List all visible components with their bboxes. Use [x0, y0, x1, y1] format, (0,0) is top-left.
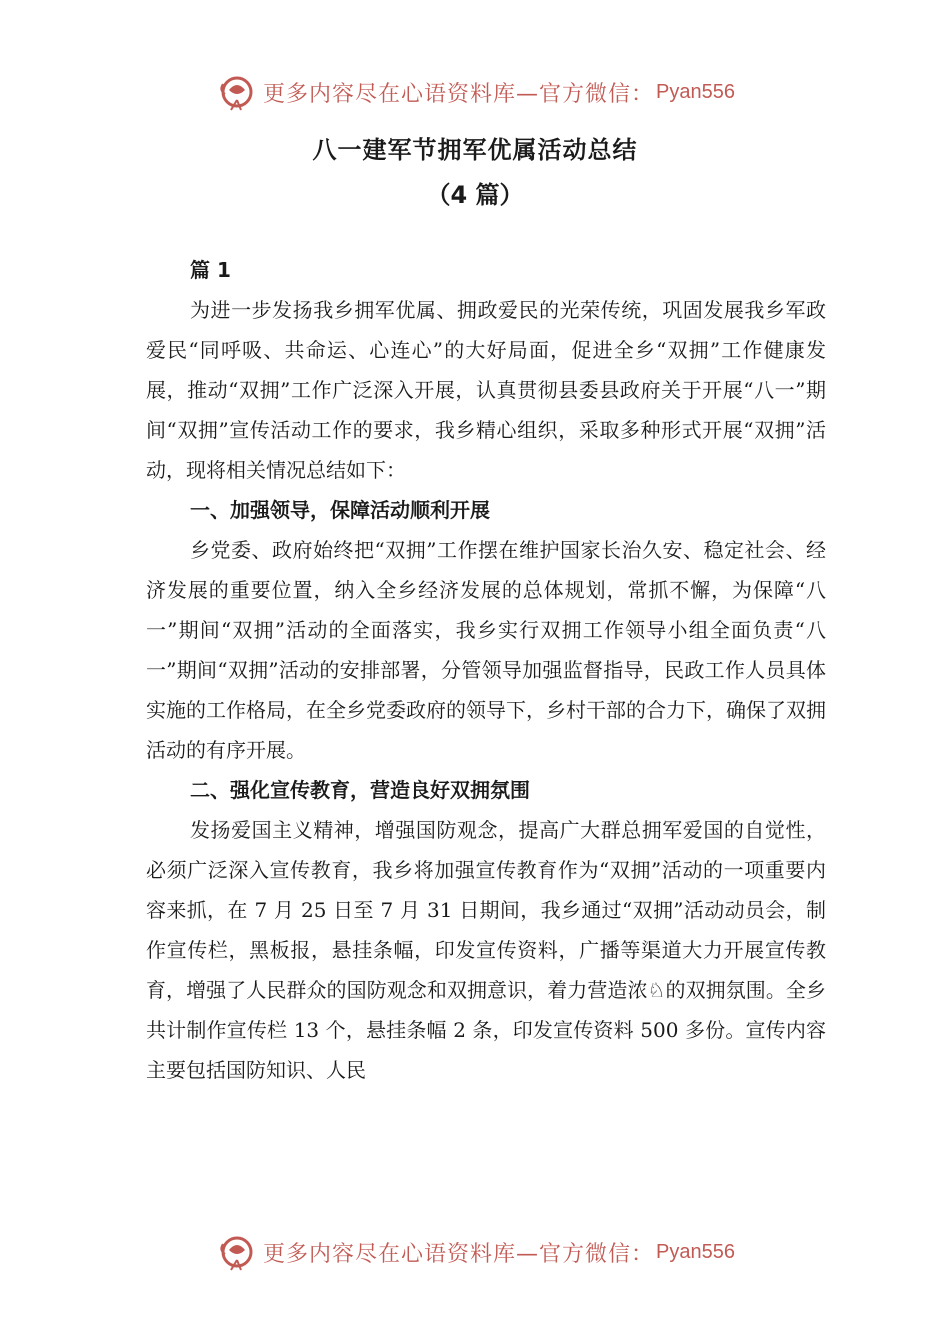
rose-logo-icon — [215, 70, 259, 114]
document-title: 八一建军节拥军优属活动总结 — [312, 136, 638, 164]
section-heading-1: 一、加强领导，保障活动顺利开展 — [190, 498, 490, 522]
section-heading-2: 二、强化宣传教育，营造良好双拥氛围 — [190, 778, 530, 802]
watermark-header — [0, 70, 950, 114]
document-body — [146, 250, 826, 1090]
watermark-wechat-id: Pyan556 — [656, 80, 735, 103]
document-subtitle: （4 篇） — [426, 181, 524, 209]
paragraph-intro: 为进一步发扬我乡拥军优属、拥政爱民的光荣传统，巩固发展我乡军政爱民“同呼吸、共命运、心连心”的大好局面，促进全乡“双拥”工作健康发展，推动“双拥”工作广泛深入开展，认真贯彻县委县政府关于开展“八一”期间“双拥”宣传活动工作的要求，我乡精心组织，采取多种形式开展“双拥”活动，现将相关情况总结如下： — [146, 298, 826, 482]
watermark-footer — [0, 1230, 950, 1274]
chapter-heading: 篇 1 — [190, 258, 231, 282]
watermark-wechat-id: Pyan556 — [656, 1240, 735, 1263]
paragraph-section-2: 发扬爱国主义精神，增强国防观念，提高广大群总拥军爱国的自觉性，必须广泛深入宣传教育，我乡将加强宣传教育作为“双拥”活动的一项重要内容来抓，在 7 月 25 日至 7 月 31 日期间，我乡通过“双拥”活动动员会，制作宣传栏，黑板报，悬挂条幅，印发宣传资料，广播等渠道大力开展宣传教育，增强了人民群众的国防观念和双拥意识，着力营造浓♘的双拥氛围。全乡共计制作宣传栏 13 个，悬挂条幅 2 条，印发宣传资料 500 多份。宣传内容主要包括国防知识、人民 — [146, 818, 826, 1082]
watermark-text: 更多内容尽在心语资料库—官方微信： — [263, 1241, 655, 1267]
paragraph-section-1: 乡党委、政府始终把“双拥”工作摆在维护国家长治久安、稳定社会、经济发展的重要位置，纳入全乡经济发展的总体规划，常抓不懈，为保障“八一”期间“双拥”活动的全面落实，我乡实行双拥工作领导小组全面负责“八一”期间“双拥”活动的安排部署，分管领导加强监督指导，民政工作人员具体实施的工作格局，在全乡党委政府的领导下，乡村干部的合力下，确保了双拥活动的有序开展。 — [146, 538, 826, 762]
watermark-text: 更多内容尽在心语资料库—官方微信： — [263, 81, 655, 107]
rose-logo-icon — [215, 1230, 259, 1274]
